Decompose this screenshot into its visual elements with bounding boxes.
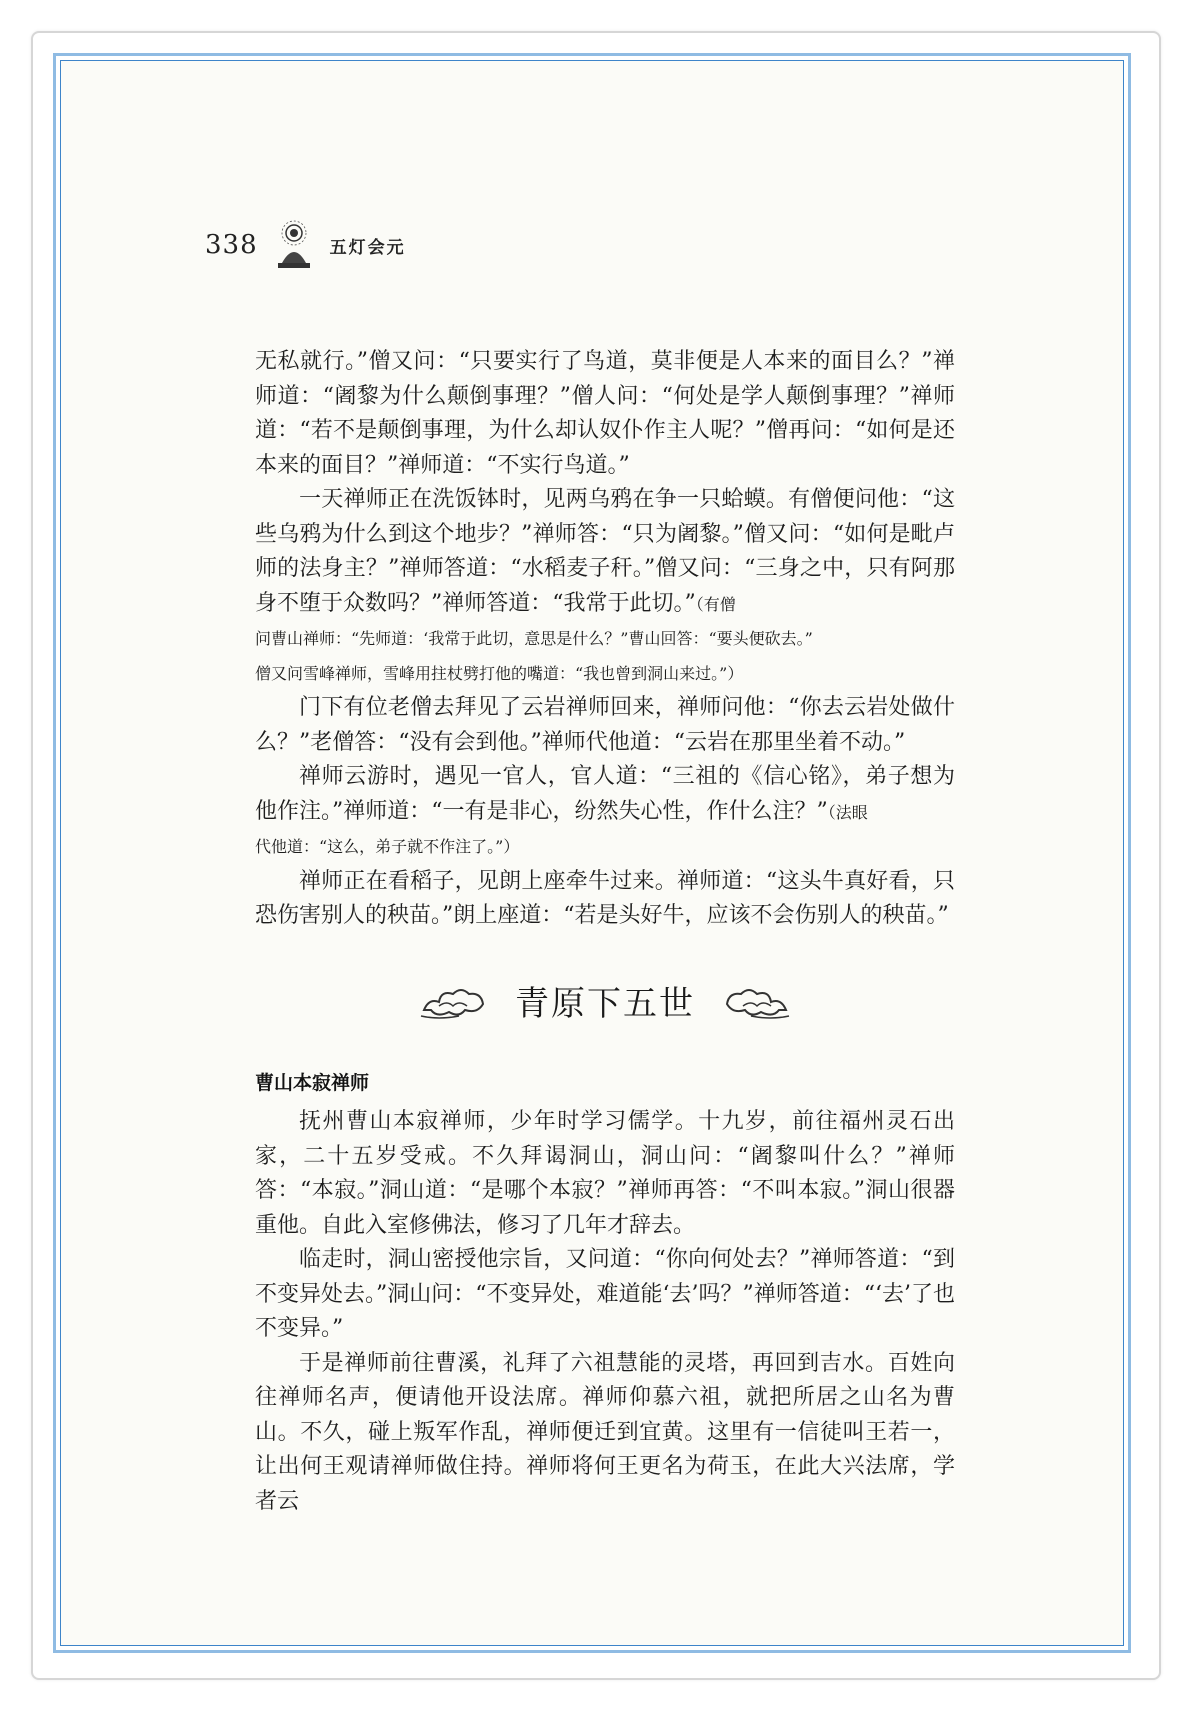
paragraph: 于是禅师前往曹溪，礼拜了六祖慧能的灵塔，再回到吉水。百姓向往禅师名声，便请他开设法席。禅师仰慕六祖，就把所居之山名为曹山。不久，碰上叛军作乱，禅师便迁到宜黄。这里有一信徒叫王若一，让出何王观请禅师做住持。禅师将何王更名为荷玉，在此大兴法席，学者云 [255, 1350, 955, 1514]
paragraph [255, 760, 955, 830]
paragraph-text: 禅师云游时，遇见一官人，官人道：“三祖的《信心铭》，弟子想为他作注。”禅师道：“一有是非心，纷然失心性，作什么注？” [255, 764, 955, 824]
subsection-body [255, 1105, 955, 1519]
annotation: 僧又问雪峰禅师，雪峰用拄杖劈打他的嘴道：“我也曾到洞山来过。”） [255, 663, 744, 683]
annotation: （法眼 [827, 802, 868, 822]
paragraph: 抚州曹山本寂禅师，少年时学习儒学。十九岁，前往福州灵石出家，二十五岁受戒。不久拜谒洞山，洞山问：“阇黎叫什么？”禅师答：“本寂。”洞山道：“是哪个本寂？”禅师再答：“不叫本寂。”洞山很器重他。自此入室修佛法，修习了几年才辞去。 [255, 1109, 955, 1238]
annotation: （有僧 [695, 594, 736, 614]
buddha-icon [270, 219, 318, 271]
annotation: 问曹山禅师：“先师道：‘我常于此切，意思是什么？”曹山回答：“要头便砍去。” [255, 629, 813, 648]
page-header [205, 220, 406, 270]
section-title: 青原下五世 [515, 983, 695, 1024]
paragraph: 禅师正在看稻子，见朗上座牵牛过来。禅师道：“这头牛真好看，只恐伤害别人的秧苗。”朗上座道：“若是头好牛，应该不会伤别人的秧苗。” [255, 868, 955, 928]
passage-continued [255, 345, 955, 934]
annotation: 代他道：“这么，弟子就不作注了。”） [255, 837, 520, 856]
paragraph: 无私就行。”僧又问：“只要实行了鸟道，莫非便是人本来的面目么？”禅师道：“阇黎为什么颠倒事理？”僧人问：“何处是学人颠倒事理？”禅师道：“若不是颠倒事理，为什么却认奴仆作主人呢？”僧再问：“如何是还本来的面目？”禅师道：“不实行鸟道。” [255, 349, 955, 478]
section-heading [255, 970, 955, 1030]
cloud-ornament-icon [721, 980, 791, 1020]
paragraph-text: 一天禅师正在洗饭钵时，见两乌鸦在争一只蛤蟆。有僧便问他：“这些乌鸦为什么到这个地步？”禅师答：“只为阇黎。”僧又问：“如何是毗卢师的法身主？”禅师答道：“水稻麦子秆。”僧又问：“三身之中，只有阿那身不堕于众数吗？”禅师答道：“我常于此切。” [255, 487, 955, 616]
paragraph: 门下有位老僧去拜见了云岩禅师回来，禅师问他：“你去云岩处做什么？”老僧答：“没有会到他。”禅师代他道：“云岩在那里坐着不动。” [255, 695, 955, 755]
cloud-ornament-icon [419, 980, 489, 1020]
paragraph: 临走时，洞山密授他宗旨，又问道：“你向何处去？”禅师答道：“到不变异处去。”洞山问：“不变异处，难道能‘去’吗？”禅师答道：“‘去’了也不变异。” [255, 1247, 955, 1341]
book-title: 五灯会元 [329, 237, 406, 258]
subsection-title: 曹山本寂禅师 [255, 1072, 370, 1094]
page-number: 338 [205, 230, 258, 260]
paragraph [255, 483, 955, 622]
